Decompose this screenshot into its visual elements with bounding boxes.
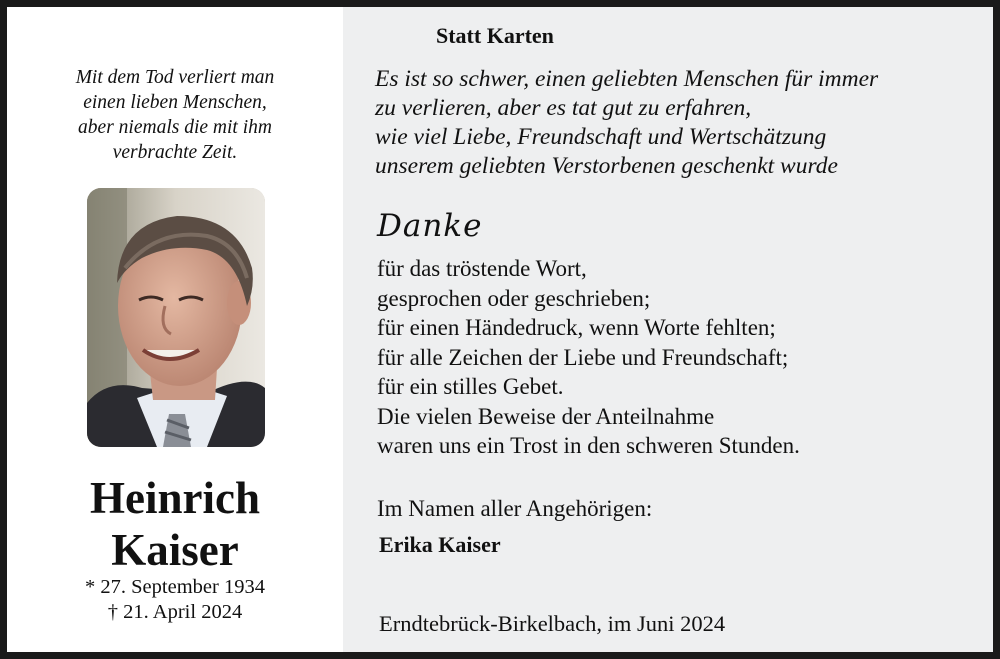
- thanks-line: Die vielen Beweise der Anteilnahme: [377, 403, 715, 429]
- quote-line: aber niemals die mit ihm: [78, 117, 272, 138]
- deceased-last-name: Kaiser: [111, 525, 239, 575]
- thanks-text: [377, 254, 987, 461]
- thanks-line: für einen Händedruck, wenn Worte fehlten;: [377, 315, 776, 340]
- poem-line: wie viel Liebe, Freundschaft und Wertschätzung: [375, 124, 827, 150]
- quote-line: verbrachte Zeit.: [112, 142, 238, 163]
- poem-line: unserem geliebten Verstorbenen geschenkt wurde: [375, 153, 838, 179]
- thanks-line: für alle Zeichen der Liebe und Freundschaft;: [377, 344, 789, 370]
- thanks-line: gesprochen oder geschrieben;: [377, 285, 651, 311]
- signer-name: Erika Kaiser: [379, 532, 501, 557]
- statt-karten-heading: Statt Karten: [436, 23, 554, 48]
- poem-line: Es ist so schwer, einen geliebten Menschen für immer: [375, 66, 879, 92]
- portrait-photo: [87, 188, 265, 447]
- left-panel: [7, 7, 343, 652]
- poem-line: zu verlieren, aber es tat gut zu erfahren,: [375, 95, 752, 121]
- thanks-line: für das tröstende Wort,: [377, 256, 587, 281]
- memorial-poem: [375, 65, 985, 181]
- memorial-quote: [17, 65, 333, 165]
- death-date: † 21. April 2024: [107, 601, 243, 623]
- birth-date: * 27. September 1934: [85, 576, 265, 598]
- place-and-date: Erndtebrück-Birkelbach, im Juni 2024: [379, 611, 726, 636]
- quote-line: einen lieben Menschen,: [83, 92, 267, 113]
- danke-heading: Danke: [377, 208, 483, 244]
- quote-line: Mit dem Tod verliert man: [75, 67, 275, 88]
- right-panel: [343, 7, 993, 652]
- life-dates: [15, 575, 335, 625]
- deceased-first-name: Heinrich: [90, 473, 260, 523]
- thanks-line: für ein stilles Gebet.: [377, 374, 564, 399]
- thanks-line: waren uns ein Trost in den schweren Stunden.: [377, 433, 800, 458]
- on-behalf-line: Im Namen aller Angehörigen:: [377, 496, 653, 521]
